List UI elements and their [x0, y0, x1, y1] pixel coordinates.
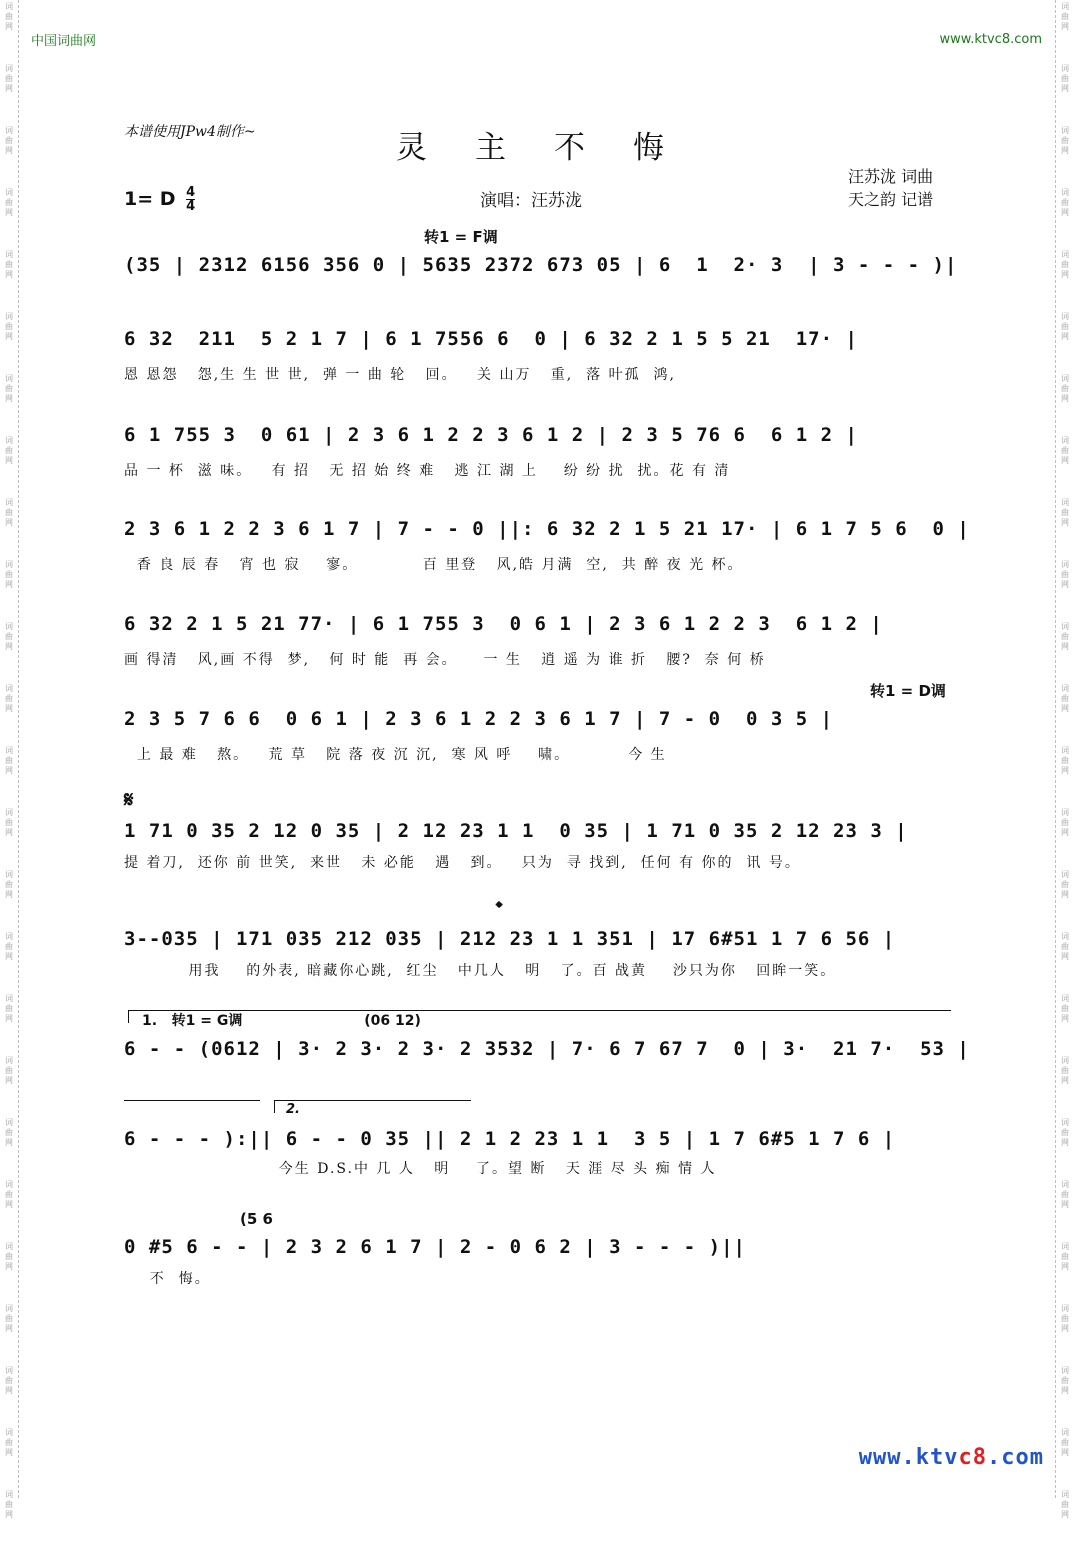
lyrics-line: 上 最 难 熬。 荒 草 院 落 夜 沉 沉, 寒 风 呼 啸。 今 生	[124, 747, 667, 763]
notes-line: 6 - - (0612 | 3· 2 3· 2 3· 2 3532 | 7· 6 7 67 7 0 | 3· 21 7· 53 |	[124, 1038, 970, 1060]
time-bottom: 4	[186, 199, 196, 214]
watermark-text: 词 曲 网	[1061, 1180, 1069, 1209]
lyrics-line: 画 得清 风,画 不得 梦, 何 时 能 再 会。 一 生 逍 遥 为 谁 折 腰? 奈 何 桥	[124, 652, 766, 668]
watermark-text: 词 曲 网	[5, 64, 13, 93]
lyrics-line: 提 着刀, 还你 前 世笑, 来世 未 必能 遇 到。 只为 寻 找到, 任何 有 你的 讯 号。	[124, 855, 801, 871]
watermark-text: 词 曲 网	[5, 808, 13, 837]
notes-line: 6 - - - ):|| 6 - - 0 35 || 2 1 2 23 1 1 3 5 | 1 7 6#5 1 7 6 |	[124, 1128, 896, 1150]
site-logo[interactable]	[859, 1445, 1044, 1470]
watermark-text: 词 曲 网	[1061, 1490, 1069, 1519]
notes-line: (35 | 2312 6156 356 0 | 5635 2372 673 05 | 6 1 2· 3 | 3 - - - )|	[124, 254, 958, 276]
time-top: 4	[186, 185, 196, 200]
software-credit: 本谱使用JPw4制作~	[124, 124, 256, 140]
watermark-text: 词 曲 网	[1061, 436, 1069, 465]
logo-part-tail: .com	[987, 1445, 1044, 1470]
watermark-text: 词 曲 网	[5, 1304, 13, 1333]
watermark-text: 词 曲 网	[1061, 250, 1069, 279]
watermark-text: 词 曲 网	[1061, 808, 1069, 837]
watermark-text: 词 曲 网	[1061, 1304, 1069, 1333]
watermark-text: 词 曲 网	[5, 870, 13, 899]
watermark-text: 词 曲 网	[1061, 560, 1069, 589]
watermark-text: 词 曲 网	[5, 436, 13, 465]
watermark-text: 词 曲 网	[5, 1428, 13, 1457]
modulation-annotation: 转1 = D调	[870, 682, 946, 700]
watermark-text: 词 曲 网	[1061, 498, 1069, 527]
watermark-text: 词 曲 网	[5, 746, 13, 775]
modulation-annotation: 转1 = F调	[424, 228, 498, 246]
key-label: 1= D	[124, 188, 176, 210]
watermark-text: 词 曲 网	[5, 2, 13, 31]
lyrics-line: 品 一 杯 滋 味。 有 招 无 招 始 终 难 逃 江 湖 上 纷 纷 扰 扰。花 有 清	[124, 463, 731, 479]
second-ending-label: 2.	[286, 1102, 300, 1117]
watermark-text: 词 曲 网	[1061, 746, 1069, 775]
watermark-text: 词 曲 网	[5, 1490, 13, 1519]
watermark-text: 词 曲 网	[5, 622, 13, 651]
watermark-text: 词 曲 网	[1061, 126, 1069, 155]
watermark-text: 词 曲 网	[1061, 312, 1069, 341]
notes-line: 6 32 211 5 2 1 7 | 6 1 7556 6 0 | 6 32 2 1 5 5 21 17· |	[124, 328, 858, 350]
right-watermark-strip	[1055, 0, 1074, 1519]
notes-line: 2 3 6 1 2 2 3 6 1 7 | 7 - - 0 ||: 6 32 2 1 5 21 17· | 6 1 7 5 6 0 |	[124, 518, 970, 540]
watermark-text: 词 曲 网	[5, 932, 13, 961]
watermark-text: 词 曲 网	[1061, 1242, 1069, 1271]
watermark-text: 词 曲 网	[1061, 994, 1069, 1023]
ending-annotation: 1. 转1 = G调 (06 12)	[142, 1013, 421, 1029]
watermark-text: 词 曲 网	[5, 126, 13, 155]
watermark-text: 词 曲 网	[5, 498, 13, 527]
lyrics-line: 不 悔。	[124, 1271, 211, 1287]
grace-annotation: (5 6	[240, 1210, 273, 1228]
watermark-text: 词 曲 网	[5, 1118, 13, 1147]
watermark-text: 词 曲 网	[1061, 622, 1069, 651]
watermark-text: 词 曲 网	[5, 374, 13, 403]
notes-line: 2 3 5 7 6 6 0 6 1 | 2 3 6 1 2 2 3 6 1 7 | 7 - 0 0 3 5 |	[124, 708, 834, 730]
watermark-text: 词 曲 网	[1061, 870, 1069, 899]
song-title: 灵主不悔	[396, 130, 712, 166]
watermark-text: 词 曲 网	[5, 250, 13, 279]
site-name-left: 中国词曲网	[31, 34, 97, 49]
watermark-text: 词 曲 网	[1061, 1056, 1069, 1085]
watermark-text: 词 曲 网	[1061, 1118, 1069, 1147]
watermark-text: 词 曲 网	[1061, 932, 1069, 961]
watermark-text: 词 曲 网	[5, 188, 13, 217]
watermark-text: 词 曲 网	[5, 1056, 13, 1085]
coda-symbol: 𝄌	[496, 898, 503, 919]
watermark-text: 词 曲 网	[1061, 374, 1069, 403]
notes-line: 6 1 755 3 0 61 | 2 3 6 1 2 2 3 6 1 2 | 2 3 5 76 6 6 1 2 |	[124, 424, 858, 446]
lyrics-line: 用我 的外表, 暗藏你心跳, 红尘 中几人 明 了。百 战黄 沙只为你 回眸一笑。	[124, 963, 837, 979]
watermark-text: 词 曲 网	[1061, 1366, 1069, 1395]
notes-line: 3--035 | 171 035 212 035 | 212 23 1 1 351 | 17 6#51 1 7 6 56 |	[124, 928, 896, 950]
watermark-text: 词 曲 网	[5, 1366, 13, 1395]
logo-part-red: c8	[958, 1445, 988, 1470]
notes-line: 0 #5 6 - - | 2 3 2 6 1 7 | 2 - 0 6 2 | 3 - - - )||	[124, 1236, 746, 1258]
key-signature	[124, 186, 195, 213]
watermark-text: 词 曲 网	[5, 560, 13, 589]
lyrics-line: 恩 恩怨 怨,生 生 世 世, 弹 一 曲 轮 回。 关 山万 重, 落 叶孤 鸿,	[124, 367, 676, 383]
watermark-text: 词 曲 网	[1061, 2, 1069, 31]
watermark-text: 词 曲 网	[5, 994, 13, 1023]
time-signature	[186, 186, 195, 213]
left-watermark-strip	[0, 0, 19, 1519]
watermark-text: 词 曲 网	[5, 1180, 13, 1209]
notes-line: 1 71 0 35 2 12 0 35 | 2 12 23 1 1 0 35 | 1 71 0 35 2 12 23 3 |	[124, 820, 908, 842]
segno-symbol: 𝄋	[124, 788, 134, 813]
lyrics-line: 今生 D.S.中 几 人 明 了。望 断 天 涯 尽 头 痴 情 人	[124, 1161, 717, 1177]
watermark-text: 词 曲 网	[5, 684, 13, 713]
transcriber-credit: 天之韵 记谱	[848, 190, 934, 209]
watermark-text: 词 曲 网	[5, 1242, 13, 1271]
watermark-text: 词 曲 网	[1061, 684, 1069, 713]
composer-credit: 汪苏泷 词曲	[848, 167, 934, 186]
watermark-text: 词 曲 网	[1061, 188, 1069, 217]
second-ending-bracket	[274, 1100, 471, 1113]
watermark-text: 词 曲 网	[1061, 1428, 1069, 1457]
watermark-text: 词 曲 网	[1061, 64, 1069, 93]
first-ending-bracket-cont	[124, 1100, 260, 1113]
logo-part-blue: www.ktv	[858, 1445, 959, 1470]
lyrics-line: 香 良 辰 春 宵 也 寂 寥。 百 里登 风,皓 月满 空, 共 醉 夜 光 杯。	[124, 557, 744, 573]
site-url-right: www.ktvc8.com	[939, 32, 1042, 47]
watermark-text: 词 曲 网	[5, 312, 13, 341]
notes-line: 6 32 2 1 5 21 77· | 6 1 755 3 0 6 1 | 2 3 6 1 2 2 3 6 1 2 |	[124, 613, 883, 635]
singer-credit: 演唱：汪苏泷	[480, 191, 582, 211]
